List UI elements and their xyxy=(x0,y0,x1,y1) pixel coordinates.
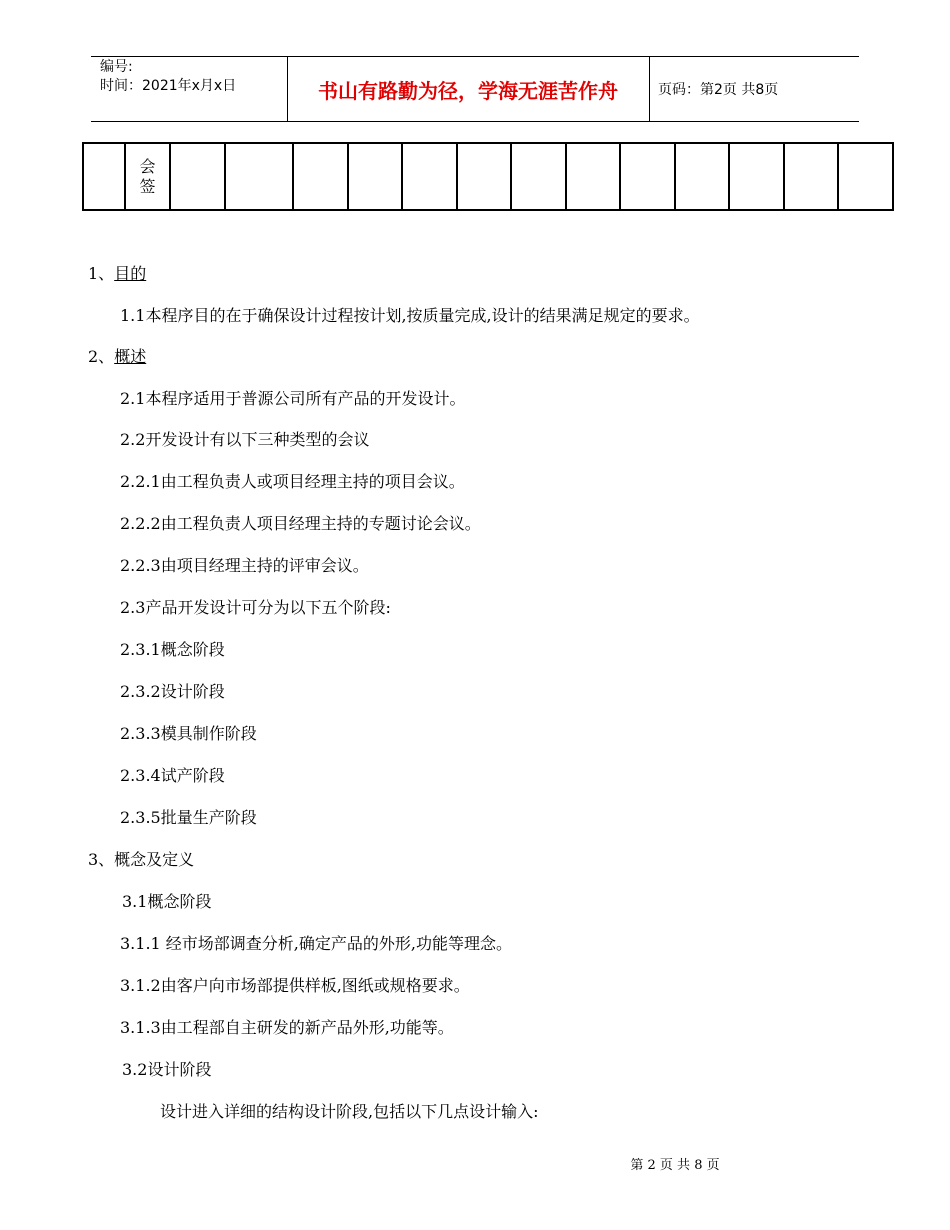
sign-off-label-cell xyxy=(125,143,170,210)
section-heading-1 xyxy=(88,263,146,285)
header-bottom-rule xyxy=(91,121,859,122)
sign-off-cell xyxy=(225,143,293,210)
section-title: 概述 xyxy=(114,347,147,366)
sign-off-cell xyxy=(620,143,675,210)
section-number: 2、 xyxy=(88,347,115,366)
paragraph: 2.2.2由工程负责人项目经理主持的专题讨论会议。 xyxy=(120,514,481,533)
subsection-heading: 3.1概念阶段 xyxy=(122,892,212,911)
header-top-rule xyxy=(91,56,859,57)
header-number-label: 编号: xyxy=(100,59,133,75)
sign-off-cell xyxy=(83,143,125,210)
section-title: 目的 xyxy=(114,264,147,283)
paragraph: 3.1.1 经市场部调查分析,确定产品的外形,功能等理念。 xyxy=(120,934,512,953)
paragraph: 3.1.3由工程部自主研发的新产品外形,功能等。 xyxy=(120,1018,454,1037)
header-time-label: 时间：2021年x月x日 xyxy=(100,78,237,94)
header-motto: 书山有路勤为径，学海无涯苦作舟 xyxy=(318,79,618,103)
sign-off-cell xyxy=(675,143,729,210)
paragraph: 2.3产品开发设计可分为以下五个阶段: xyxy=(120,598,391,617)
sign-off-table xyxy=(82,142,894,211)
paragraph: 1.1本程序目的在于确保设计过程按计划,按质量完成,设计的结果满足规定的要求。 xyxy=(120,306,700,325)
list-item: 2.3.1概念阶段 xyxy=(120,640,225,659)
paragraph: 2.2.1由工程负责人或项目经理主持的项目会议。 xyxy=(120,472,465,491)
sign-off-label-line2: 签 xyxy=(139,176,156,196)
sign-off-label-line1: 会 xyxy=(139,156,156,176)
list-item: 2.3.4试产阶段 xyxy=(120,766,225,785)
sign-off-cell xyxy=(784,143,838,210)
sign-off-cell xyxy=(293,143,348,210)
paragraph: 设计进入详细的结构设计阶段,包括以下几点设计输入: xyxy=(160,1102,539,1121)
section-heading-3: 3、概念及定义 xyxy=(88,850,195,869)
paragraph: 2.1本程序适用于普源公司所有产品的开发设计。 xyxy=(120,389,466,408)
sign-off-label xyxy=(126,157,169,197)
sign-off-cell xyxy=(457,143,511,210)
sign-off-cell xyxy=(566,143,620,210)
sign-off-cell xyxy=(170,143,225,210)
paragraph: 2.2.3由项目经理主持的评审会议。 xyxy=(120,556,369,575)
section-heading-2 xyxy=(88,346,146,368)
sign-off-cell xyxy=(402,143,457,210)
sign-off-cell xyxy=(348,143,402,210)
paragraph: 2.2开发设计有以下三种类型的会议 xyxy=(120,430,370,449)
sign-off-cell xyxy=(511,143,566,210)
paragraph: 3.1.2由客户向市场部提供样板,图纸或规格要求。 xyxy=(120,976,470,995)
list-item: 2.3.5批量生产阶段 xyxy=(120,808,257,827)
list-item: 2.3.2设计阶段 xyxy=(120,682,225,701)
header-divider-right xyxy=(649,56,650,122)
footer-page-info: 第 2 页 共 8 页 xyxy=(630,1158,720,1173)
subsection-heading: 3.2设计阶段 xyxy=(122,1060,212,1079)
sign-off-cell xyxy=(729,143,784,210)
section-number: 1、 xyxy=(88,264,115,283)
sign-off-row xyxy=(83,143,893,210)
header-page-code: 页码：第2页 共8页 xyxy=(658,82,779,98)
list-item: 2.3.3模具制作阶段 xyxy=(120,724,257,743)
sign-off-cell xyxy=(838,143,893,210)
